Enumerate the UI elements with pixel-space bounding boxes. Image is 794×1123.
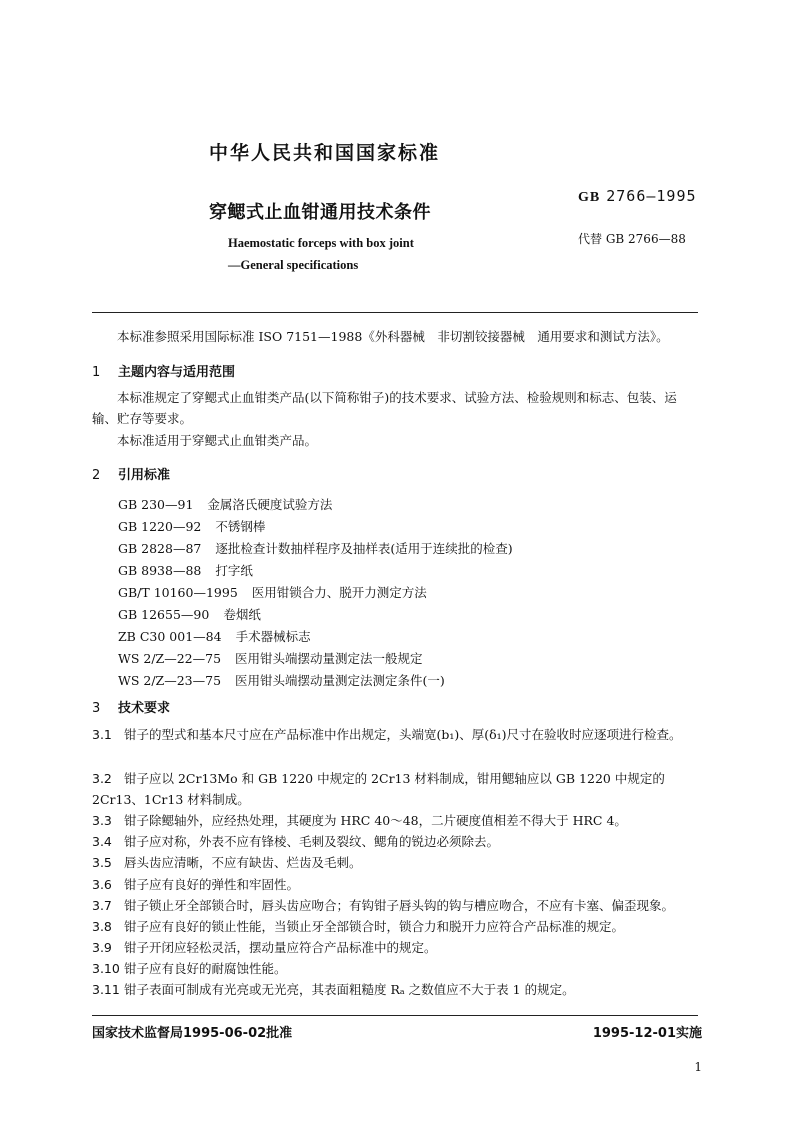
reference-code: WS 2/Z—22—75	[118, 651, 222, 666]
item-text: 钳子应以 2Cr13Mo 和 GB 1220 中规定的 2Cr13 材料制成，钳用鳃轴应以 GB 1220 中规定的 2Cr13、1Cr13 材料制成。	[92, 771, 665, 807]
section-title: 引用标准	[118, 468, 171, 483]
reference-item	[118, 583, 427, 601]
footer-divider	[92, 1015, 698, 1016]
requirement-item	[92, 852, 698, 873]
requirement-item	[92, 958, 698, 979]
reference-name: 手术器械标志	[235, 629, 311, 644]
reference-code: GB 1220—92	[118, 519, 202, 534]
document-title: 穿鳃式止血钳通用技术条件	[209, 202, 431, 223]
reference-item	[118, 495, 332, 513]
item-number: 3.7	[92, 898, 112, 913]
item-text: 钳子表面可制成有光亮或无光亮，其表面粗糙度 Rₐ 之数值应不大于表 1 的规定。	[124, 982, 575, 997]
requirement-item	[92, 724, 698, 745]
intro-paragraph: 本标准参照采用国际标准 ISO 7151—1988《外科器械 非切割铰接器械 通用要求和测试方法》。	[117, 329, 669, 344]
item-text: 钳子应有良好的锁止性能，当锁止牙全部锁合时，锁合力和脱开力应符合产品标准的规定。	[124, 919, 625, 934]
item-number: 3.3	[92, 813, 112, 828]
section-1-paragraph-2: 本标准适用于穿鳃式止血钳类产品。	[117, 433, 318, 448]
item-text: 钳子开闭应轻松灵活，摆动量应符合产品标准中的规定。	[124, 940, 437, 955]
item-number: 3.11	[92, 982, 120, 997]
reference-code: ZB C30 001—84	[118, 629, 222, 644]
english-title-line1: Haemostatic forceps with box joint	[228, 236, 414, 250]
requirement-item	[92, 895, 698, 916]
reference-item	[118, 561, 253, 579]
item-text: 钳子除鳃轴外，应经热处理，其硬度为 HRC 40～48，二片硬度值相差不得大于 HRC 4。	[124, 813, 627, 828]
section-3-heading	[92, 697, 170, 716]
section-2-heading	[92, 464, 170, 483]
item-number: 3.2	[92, 771, 112, 786]
reference-name: 医用钳头端摆动量测定法测定条件(一)	[235, 673, 445, 688]
section-title: 技术要求	[118, 701, 171, 716]
reference-item	[118, 517, 265, 535]
item-text: 钳子应对称，外表不应有锋棱、毛刺及裂纹、鳃角的锐边必须除去。	[124, 834, 500, 849]
reference-code: GB 230—91	[118, 497, 194, 512]
reference-name: 医用钳锁合力、脱开力测定方法	[251, 585, 427, 600]
reference-code: GB/T 10160—1995	[118, 585, 238, 600]
item-number: 3.6	[92, 877, 112, 892]
approval-date: 国家技术监督局1995-06-02批准	[92, 1026, 293, 1041]
reference-item	[118, 649, 423, 667]
standard-number	[578, 187, 697, 206]
requirement-item	[92, 916, 698, 937]
reference-name: 逐批检查计数抽样程序及抽样表(适用于连续批的检查)	[215, 541, 513, 556]
item-number: 3.10	[92, 961, 120, 976]
replaces-note: 代替 GB 2766—88	[578, 232, 686, 246]
item-text: 钳子的型式和基本尺寸应在产品标准中作出规定，头端宽(b₁)、厚(δ₁)尺寸在验收时应逐项进行检查。	[124, 727, 682, 742]
reference-code: GB 2828—87	[118, 541, 202, 556]
item-number: 3.4	[92, 834, 112, 849]
item-text: 唇头齿应清晰，不应有缺齿、烂齿及毛刺。	[124, 855, 362, 870]
section-number: 1	[92, 365, 101, 380]
page-number: 1	[694, 1060, 702, 1074]
item-number: 3.8	[92, 919, 112, 934]
item-number: 3.9	[92, 940, 112, 955]
reference-item	[118, 627, 311, 645]
reference-code: GB 8938—88	[118, 563, 202, 578]
requirement-item	[92, 810, 698, 831]
requirement-item	[92, 768, 698, 810]
reference-item	[118, 539, 513, 557]
reference-item	[118, 605, 261, 623]
item-number: 3.1	[92, 727, 112, 742]
section-title: 主题内容与适用范围	[118, 365, 236, 380]
reference-name: 打字纸	[215, 563, 253, 578]
standard-prefix: GB	[578, 190, 601, 205]
reference-name: 金属洛氏硬度试验方法	[207, 497, 333, 512]
reference-code: GB 12655—90	[118, 607, 210, 622]
english-title-line2: —General specifications	[228, 258, 359, 272]
reference-code: WS 2/Z—23—75	[118, 673, 222, 688]
implementation-date: 1995-12-01实施	[592, 1026, 702, 1041]
item-number: 3.5	[92, 855, 112, 870]
section-1-heading	[92, 361, 235, 380]
requirement-item	[92, 937, 698, 958]
section-number: 2	[92, 468, 101, 483]
item-text: 钳子应有良好的耐腐蚀性能。	[124, 961, 287, 976]
nation-standard-heading: 中华人民共和国国家标准	[209, 142, 441, 164]
reference-name: 医用钳头端摆动量测定法一般规定	[235, 651, 423, 666]
reference-item	[118, 671, 445, 689]
standard-code: 2766—1995	[606, 187, 697, 205]
header-divider	[92, 312, 698, 313]
requirement-item	[92, 874, 698, 895]
requirement-item	[92, 831, 698, 852]
section-1-paragraph-1: 本标准规定了穿鳃式止血钳类产品(以下简称钳子)的技术要求、试验方法、检验规则和标志、包装、运输、贮存等要求。	[92, 390, 677, 426]
item-text: 钳子应有良好的弹性和牢固性。	[124, 877, 300, 892]
reference-name: 卷烟纸	[223, 607, 261, 622]
reference-name: 不锈钢棒	[215, 519, 266, 534]
item-text: 钳子锁止牙全部锁合时，唇头齿应吻合；有钩钳子唇头钩的钩与槽应吻合，不应有卡塞、偏歪现象。	[124, 898, 675, 913]
requirement-item	[92, 979, 698, 1000]
section-number: 3	[92, 701, 101, 716]
